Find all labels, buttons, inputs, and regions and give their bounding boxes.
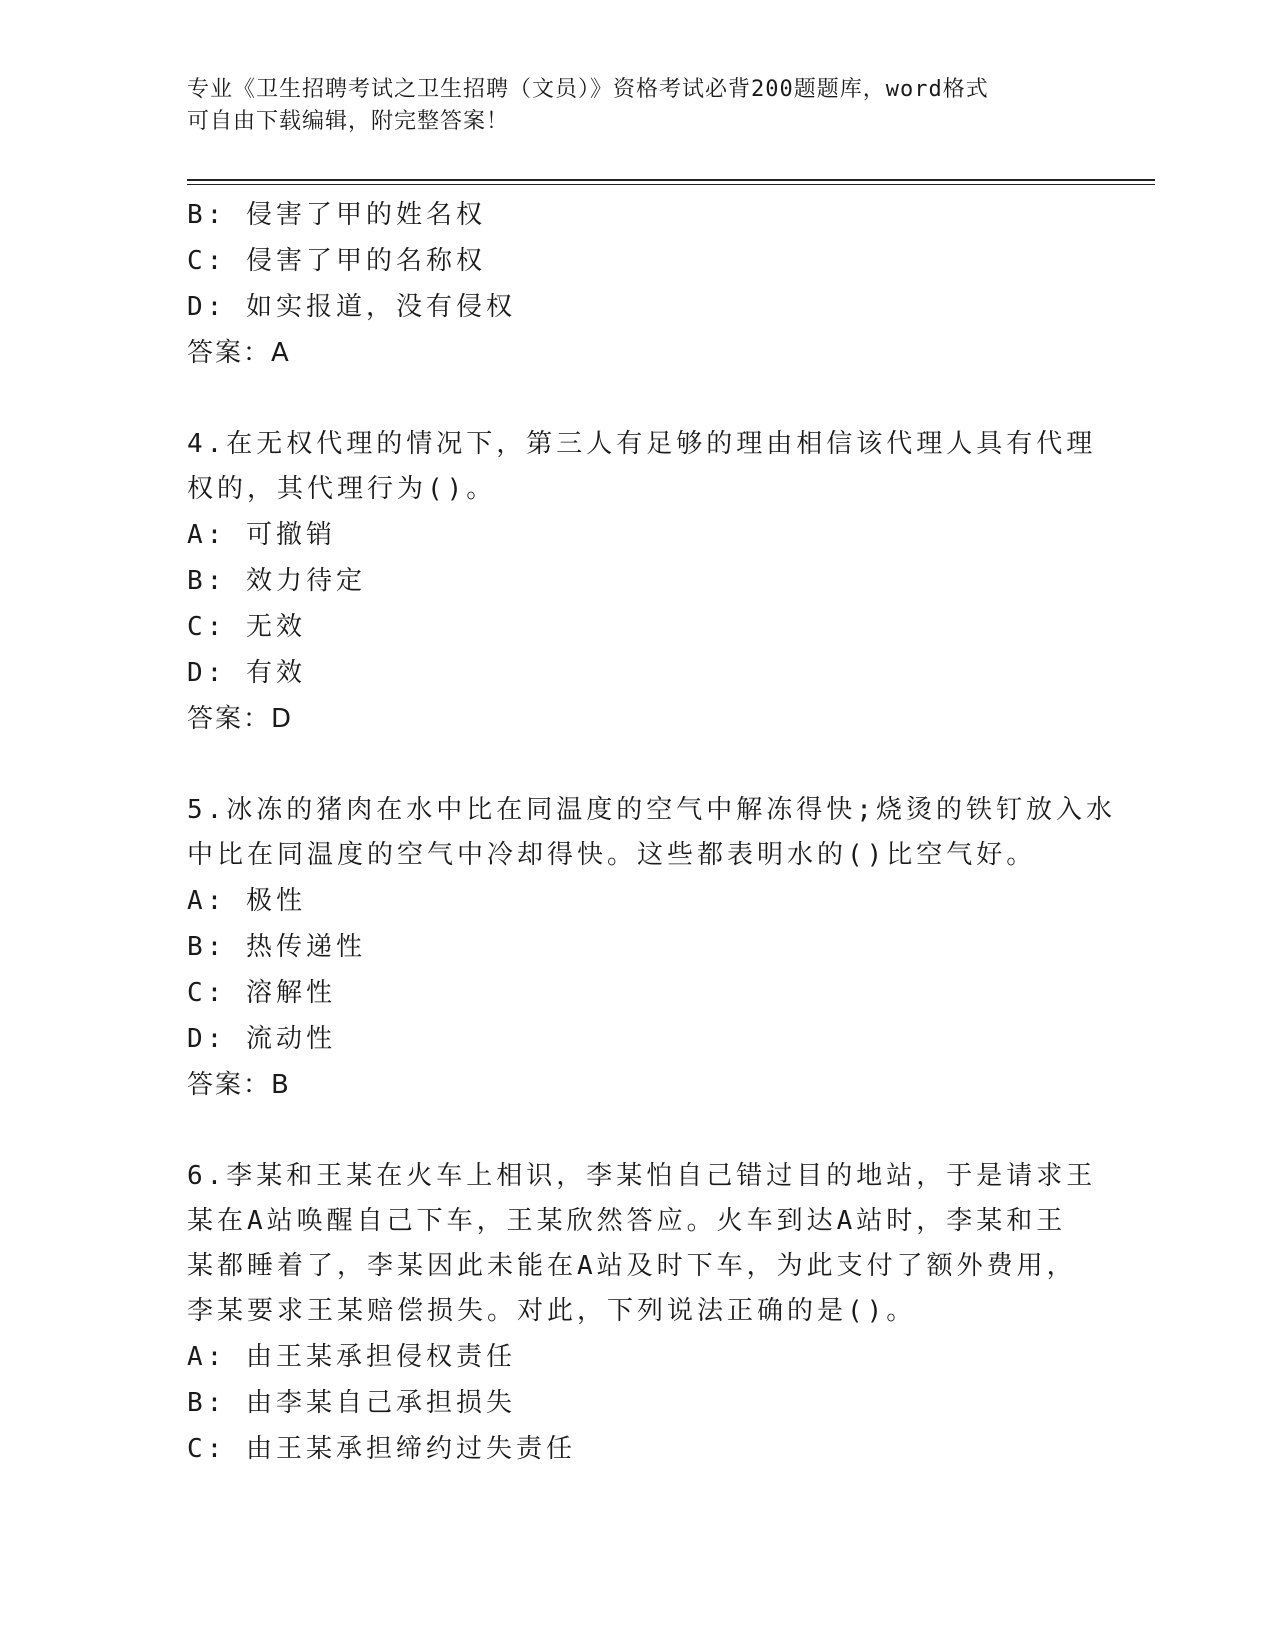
question-3-continuation bbox=[187, 192, 1087, 376]
option-c: C: 溶解性 bbox=[187, 978, 336, 1008]
question-text-line-4: 李某要求王某赔偿损失。对此，下列说法正确的是()。 bbox=[187, 1296, 917, 1326]
question-text-line-1: 6.李某和王某在火车上相识，李某怕自己错过目的地站，于是请求王 bbox=[187, 1161, 1097, 1191]
option-c: C: 无效 bbox=[187, 612, 306, 642]
option-c: C: 由王某承担缔约过失责任 bbox=[187, 1434, 576, 1464]
option-d: D: 有效 bbox=[187, 658, 306, 688]
option-b: B: 效力待定 bbox=[187, 566, 366, 596]
question-5 bbox=[187, 788, 1116, 1108]
question-text-line-2: 权的，其代理行为()。 bbox=[187, 474, 497, 504]
option-b: B: 侵害了甲的姓名权 bbox=[187, 200, 486, 230]
spacer bbox=[187, 376, 1087, 422]
option-a: A: 由王某承担侵权责任 bbox=[187, 1342, 516, 1372]
answer-line: 答案：D bbox=[187, 704, 294, 734]
answer-line: 答案：A bbox=[187, 338, 291, 368]
header-divider-thick bbox=[187, 179, 1155, 181]
question-4 bbox=[187, 422, 1097, 742]
spacer bbox=[187, 1108, 1087, 1154]
option-a: A: 可撤销 bbox=[187, 520, 336, 550]
question-6 bbox=[187, 1154, 1097, 1472]
spacer bbox=[187, 742, 1087, 788]
option-d: D: 流动性 bbox=[187, 1024, 336, 1054]
question-text-line-1: 4.在无权代理的情况下，第三人有足够的理由相信该代理人具有代理 bbox=[187, 429, 1097, 459]
option-b: B: 热传递性 bbox=[187, 932, 366, 962]
question-text-line-2: 中比在同温度的空气中冷却得快。这些都表明水的()比空气好。 bbox=[187, 840, 1037, 870]
option-b: B: 由李某自己承担损失 bbox=[187, 1388, 516, 1418]
option-c: C: 侵害了甲的名称权 bbox=[187, 246, 486, 276]
document-header bbox=[187, 74, 1077, 138]
question-list bbox=[187, 192, 1116, 1472]
header-title-line-1: 专业《卫生招聘考试之卫生招聘（文员）》资格考试必背200题题库，word格式 bbox=[187, 77, 989, 102]
header-title-line-2: 可自由下载编辑，附完整答案！ bbox=[187, 109, 510, 134]
option-d: D: 如实报道，没有侵权 bbox=[187, 292, 516, 322]
option-a: A: 极性 bbox=[187, 886, 306, 916]
answer-line: 答案：B bbox=[187, 1070, 291, 1100]
question-text-line-2: 某在A站唤醒自己下车，王某欣然答应。火车到达A站时，李某和王 bbox=[187, 1206, 1067, 1236]
question-text-line-1: 5.冰冻的猪肉在水中比在同温度的空气中解冻得快;烧烫的铁钉放入水 bbox=[187, 795, 1116, 825]
header-divider-thin bbox=[187, 184, 1155, 185]
question-text-line-3: 某都睡着了，李某因此未能在A站及时下车，为此支付了额外费用， bbox=[187, 1251, 1077, 1281]
